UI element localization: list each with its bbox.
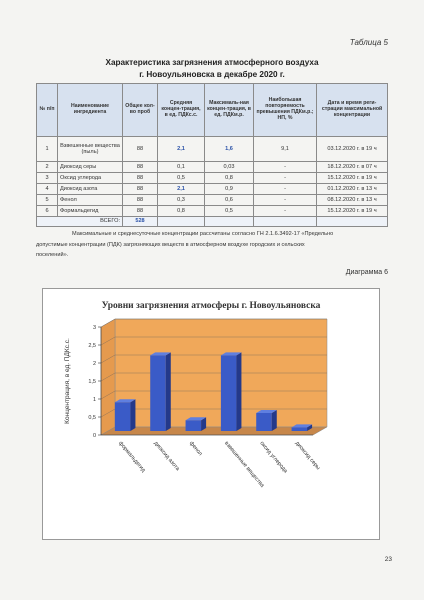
chart-container bbox=[42, 288, 380, 540]
bar-chart bbox=[43, 289, 379, 539]
cell-ingredient: Оксид углерода bbox=[58, 173, 123, 184]
note-paragraph bbox=[36, 229, 388, 261]
y-tick-label: 1 bbox=[92, 397, 96, 403]
cell-average: 0,5 bbox=[158, 173, 205, 184]
y-tick-label: 0 bbox=[92, 433, 96, 439]
y-tick-label: 1,5 bbox=[88, 379, 96, 385]
bar bbox=[115, 402, 131, 431]
total-empty-cell bbox=[254, 217, 317, 227]
cell-num: 1 bbox=[37, 137, 58, 162]
cell-average: 0,3 bbox=[158, 195, 205, 206]
header-ingredient: Наименование ингредиента bbox=[58, 84, 123, 137]
cell-frequency: - bbox=[254, 173, 317, 184]
x-tick-label: фенол bbox=[187, 440, 204, 458]
cell-ingredient: Формальдегид bbox=[58, 206, 123, 217]
bar bbox=[221, 355, 237, 431]
cell-ingredient: Фенол bbox=[58, 195, 123, 206]
total-value: 528 bbox=[123, 217, 158, 227]
table-title-line-1: Характеристика загрязнения атмосферного воздуха bbox=[105, 58, 319, 67]
bar bbox=[256, 413, 272, 431]
cell-date: 03.12.2020 г. в 19 ч bbox=[317, 137, 388, 162]
header-frequency: Наибольшая повторяемость превышения ПДКм.р.; НП, % bbox=[254, 84, 317, 137]
cell-maximum: 1,6 bbox=[205, 137, 254, 162]
x-tick-label: диоксид азота bbox=[152, 440, 181, 473]
y-tick-label: 2 bbox=[92, 361, 96, 367]
cell-maximum: 0,03 bbox=[205, 162, 254, 173]
header-count: Общее кол-во проб bbox=[123, 84, 158, 137]
y-tick-label: 3 bbox=[92, 325, 96, 331]
total-label: ВСЕГО: bbox=[37, 217, 123, 227]
note-line: поселений». bbox=[36, 252, 69, 258]
table-row bbox=[37, 206, 388, 217]
cell-count: 88 bbox=[123, 195, 158, 206]
cell-date: 15.12.2020 г. в 19 ч bbox=[317, 173, 388, 184]
total-empty-cell bbox=[317, 217, 388, 227]
header-date: Дата и время реги-страции максимальной концентрации bbox=[317, 84, 388, 137]
header-average: Средняя концен-трация, в ед. ПДКс.с. bbox=[158, 84, 205, 137]
cell-frequency: - bbox=[254, 162, 317, 173]
cell-frequency: - bbox=[254, 195, 317, 206]
y-tick-label: 0,5 bbox=[88, 415, 96, 421]
cell-num: 6 bbox=[37, 206, 58, 217]
bar-side bbox=[130, 399, 135, 431]
cell-count: 88 bbox=[123, 137, 158, 162]
table-label: Таблица 5 bbox=[349, 38, 388, 47]
table-row bbox=[37, 173, 388, 184]
cell-average: 2,1 bbox=[158, 184, 205, 195]
cell-num: 2 bbox=[37, 162, 58, 173]
cell-count: 88 bbox=[123, 184, 158, 195]
bar bbox=[186, 420, 202, 431]
cell-frequency: - bbox=[254, 206, 317, 217]
x-tick-label: взвешенные вещества bbox=[223, 440, 266, 489]
cell-frequency: - bbox=[254, 184, 317, 195]
diagram-label: Диаграмма 6 bbox=[345, 269, 388, 276]
cell-maximum: 0,8 bbox=[205, 173, 254, 184]
cell-num: 3 bbox=[37, 173, 58, 184]
x-tick-label: диоксид серы bbox=[293, 440, 322, 472]
total-empty-cell bbox=[205, 217, 254, 227]
bar-side bbox=[236, 352, 241, 431]
total-empty-cell bbox=[158, 217, 205, 227]
header-maximum: Максималь-ная концен-трация, в ед. ПДКм.р. bbox=[205, 84, 254, 137]
cell-num: 4 bbox=[37, 184, 58, 195]
cell-date: 08.12.2020 г. в 13 ч bbox=[317, 195, 388, 206]
cell-ingredient: Диоксид азота bbox=[58, 184, 123, 195]
cell-count: 88 bbox=[123, 206, 158, 217]
bar-side bbox=[272, 410, 277, 431]
x-tick-label: формальдегид bbox=[117, 440, 147, 474]
x-tick-label: оксид углерода bbox=[258, 440, 289, 475]
cell-maximum: 0,9 bbox=[205, 184, 254, 195]
table-total-row bbox=[37, 217, 388, 227]
pollution-table bbox=[36, 83, 388, 227]
cell-count: 88 bbox=[123, 173, 158, 184]
cell-count: 88 bbox=[123, 162, 158, 173]
header-num: № п/п bbox=[37, 84, 58, 137]
bar-side bbox=[166, 352, 171, 431]
cell-average: 0,1 bbox=[158, 162, 205, 173]
y-tick-label: 2,5 bbox=[88, 343, 96, 349]
cell-date: 01.12.2020 г. в 13 ч bbox=[317, 184, 388, 195]
cell-maximum: 0,6 bbox=[205, 195, 254, 206]
cell-num: 5 bbox=[37, 195, 58, 206]
note-line: допустимые концентрации (ПДК) загрязняющих веществ в атмосферном воздухе городских и сельских bbox=[36, 241, 305, 248]
cell-maximum: 0,5 bbox=[205, 206, 254, 217]
bar bbox=[150, 355, 166, 431]
table-row bbox=[37, 184, 388, 195]
page-number: 23 bbox=[384, 556, 392, 563]
cell-date: 15.12.2020 г. в 19 ч bbox=[317, 206, 388, 217]
table-title-line-2: г. Новоульяновска в декабре 2020 г. bbox=[139, 70, 285, 79]
note-line: Максимальные и среднесуточные концентрации рассчитаны согласно ГН 2.1.6.3492-17 «Предельно bbox=[72, 231, 334, 237]
table-row bbox=[37, 162, 388, 173]
table-row bbox=[37, 195, 388, 206]
table-row bbox=[37, 137, 388, 162]
cell-average: 0,8 bbox=[158, 206, 205, 217]
bar bbox=[292, 427, 308, 431]
y-axis-label: Концентрация, в ед. ПДКс.с. bbox=[64, 338, 71, 424]
cell-ingredient: Диоксид серы bbox=[58, 162, 123, 173]
table-header-row bbox=[37, 84, 388, 137]
cell-ingredient: Взвешенные вещества (пыль) bbox=[58, 137, 123, 162]
cell-date: 18.12.2020 г. в 07 ч bbox=[317, 162, 388, 173]
chart-title: Уровни загрязнения атмосферы г. Новоульяновска bbox=[101, 301, 321, 311]
cell-average: 2,1 bbox=[158, 137, 205, 162]
cell-frequency: 9,1 bbox=[254, 137, 317, 162]
